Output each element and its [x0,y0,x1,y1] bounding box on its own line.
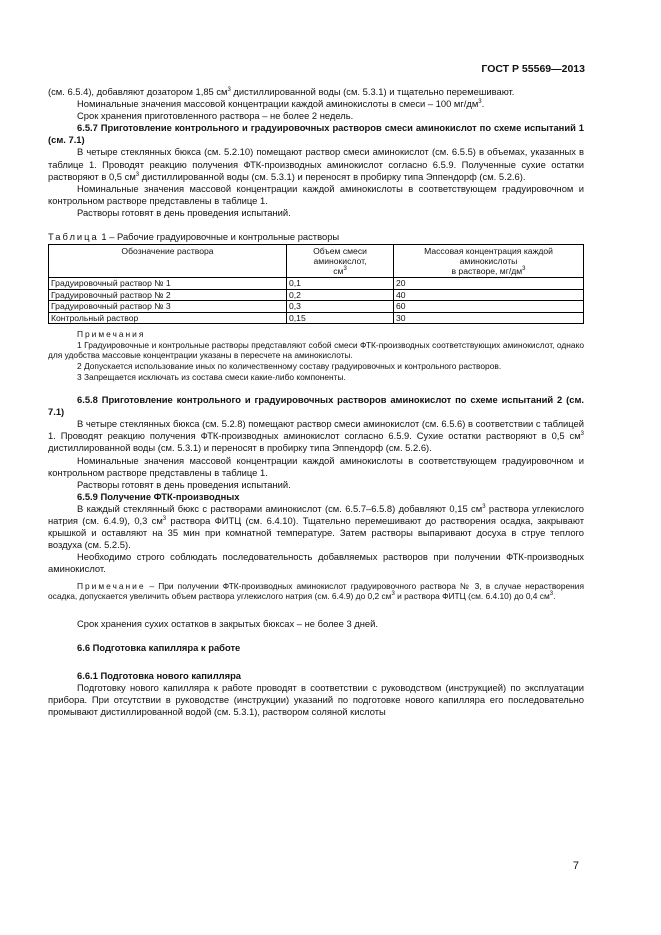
standard-header: ГОСТ Р 55569—2013 [481,63,585,75]
paragraph: В четыре стеклянных бюкса (см. 5.2.10) помещают раствор смеси аминокислот (см. 6.5.5) в объемах, указанных в таблице 1. Проводят реакцию получения ФТК-производных аминокислот согласно 6.5.9. Полученные сухие остатки растворяют в 0,5 $см^3$ дистиллированной воды (см. 5.3.1) и переносят в пробирку типа Эппендорф (см. 5.2.6). [48,146,584,182]
table-row: Градуировочный раствор № 1 0,1 20 [49,278,584,290]
table-row: Градуировочный раствор № 2 0,2 40 [49,289,584,301]
paragraph: Номинальные значения массовой концентрации каждой аминокислоты в смеси – 100 $мг/дм^3$. [77,98,485,110]
notes-title: Примечания [77,329,146,340]
section-heading-6-5-9: 6.5.9 Получение ФТК-производных [77,490,240,502]
paragraph: Растворы готовят в день проведения испытаний. [77,206,291,218]
section-heading-6-6: 6.6 Подготовка капилляра к работе [77,641,241,653]
table-header-concentration: Массовая концентрация каждой аминокислоты в растворе, $мг/дм^3$ [394,245,584,278]
paragraph: Растворы готовят в день проведения испытаний. [77,478,291,490]
paragraph: Подготовку нового капилляра к работе проводят в соответствии с руководством (инструкцией) по эксплуатации прибора. При отсутствии в руководстве (инструкции) указаний по подготовке нового капилляра его последовательно промывают дистиллированной водой (см. 5.3.1), раствором соляной кислоты [48,681,584,718]
note-item: 3 Запрещается исключать из состава смеси какие-либо компоненты. [77,371,346,382]
page-content [48,86,584,718]
section-heading-6-5-7: 6.5.7 Приготовление контрольного и градуировочных растворов смеси аминокислот по схеме испытаний 1 (см. 7.1) [48,122,584,146]
paragraph: В каждый стеклянный бюкс с растворами аминокислот (см. 6.5.7–6.5.8) добавляют 0,15 $см^3$ раствора углекислого натрия (см. 6.4.9), 0,3 $см^3$ раствора ФИТЦ (см. 6.4.10). Тщательно перемешивают до растворения осадка, закрывают крышкой и оставляют на 35 мин при комнатной температуре. Затем растворы выпаривают досуха в струе теплого воздуха (см. 5.2.5). [48,502,585,551]
paragraph: В четыре стеклянных бюкса (см. 5.2.8) помещают раствор смеси аминокислот (см. 6.5.6) в соответствии с таблицей 1. Проводят реакцию получения ФТК-производных аминокислот согласно 6.5.9. Сухие остатки растворяют в 0,5 $см^3$ дистиллированной воды (см. 5.3.1) и переносят в пробирку типа Эппендорф (см. 5.2.6). [48,418,584,454]
paragraph: Номинальные значения массовой концентрации каждой аминокислоты в соответствующем градуировочном и контрольном растворе представлены в таблице 1. [48,454,584,478]
paragraph: (см. 6.5.4), добавляют дозатором 1,85 $см^3$ дистиллированной воды (см. 5.3.1) и тщательно перемешивают. [48,86,515,97]
paragraph: Необходимо строго соблюдать последовательность добавляемых растворов при получении ФТК-производных аминокислот. [48,551,584,575]
table-row: Градуировочный раствор № 3 0,3 60 [49,301,584,313]
page-number: 7 [572,860,579,872]
table-caption: Таблица 1 – Рабочие градуировочные и контрольные растворы [48,231,340,243]
note-item: 2 Допускается использование иных по количественному составу градуировочных и контрольного растворов. [77,360,502,371]
solutions-table [48,244,584,324]
table-row: Контрольный раствор 0,15 30 [49,312,584,324]
table-header-volume: Объем смеси аминокислот, $см^3$ [287,245,394,278]
paragraph: Срок хранения сухих остатков в закрытых бюксах – не более 3 дней. [77,617,378,629]
table-header-designation: Обозначение раствора [49,245,287,278]
paragraph: Срок хранения приготовленного раствора – не более 2 недель. [77,110,354,122]
note-item: 1 Градуировочные и контрольные растворы представляют собой смеси ФТК-производных соответствующих аминокислот, однако для удобства массовые концентрации указаны в пересчете на аминокислоты. [48,339,584,361]
section-heading-6-6-1: 6.6.1 Подготовка нового капилляра [77,669,242,681]
paragraph: Номинальные значения массовой концентрации каждой аминокислоты в соответствующем градуировочном и контрольном растворе представлены в таблице 1. [48,182,584,206]
section-heading-6-5-8: 6.5.8 Приготовление контрольного и градуировочных растворов аминокислот по схеме испытаний 2 (см. 7.1) [48,394,584,418]
note: Примечание – При получении ФТК-производных аминокислот градуировочного раствора № 3, в случае нерастворения осадка, допускается увеличить объем раствора углекислого натрия (см. 6.4.9) до 0,2 $см^3$ и раствора ФИТЦ (см. 6.4.10) до 0,4 $см^3$. [48,580,584,602]
table-notes [48,329,584,382]
